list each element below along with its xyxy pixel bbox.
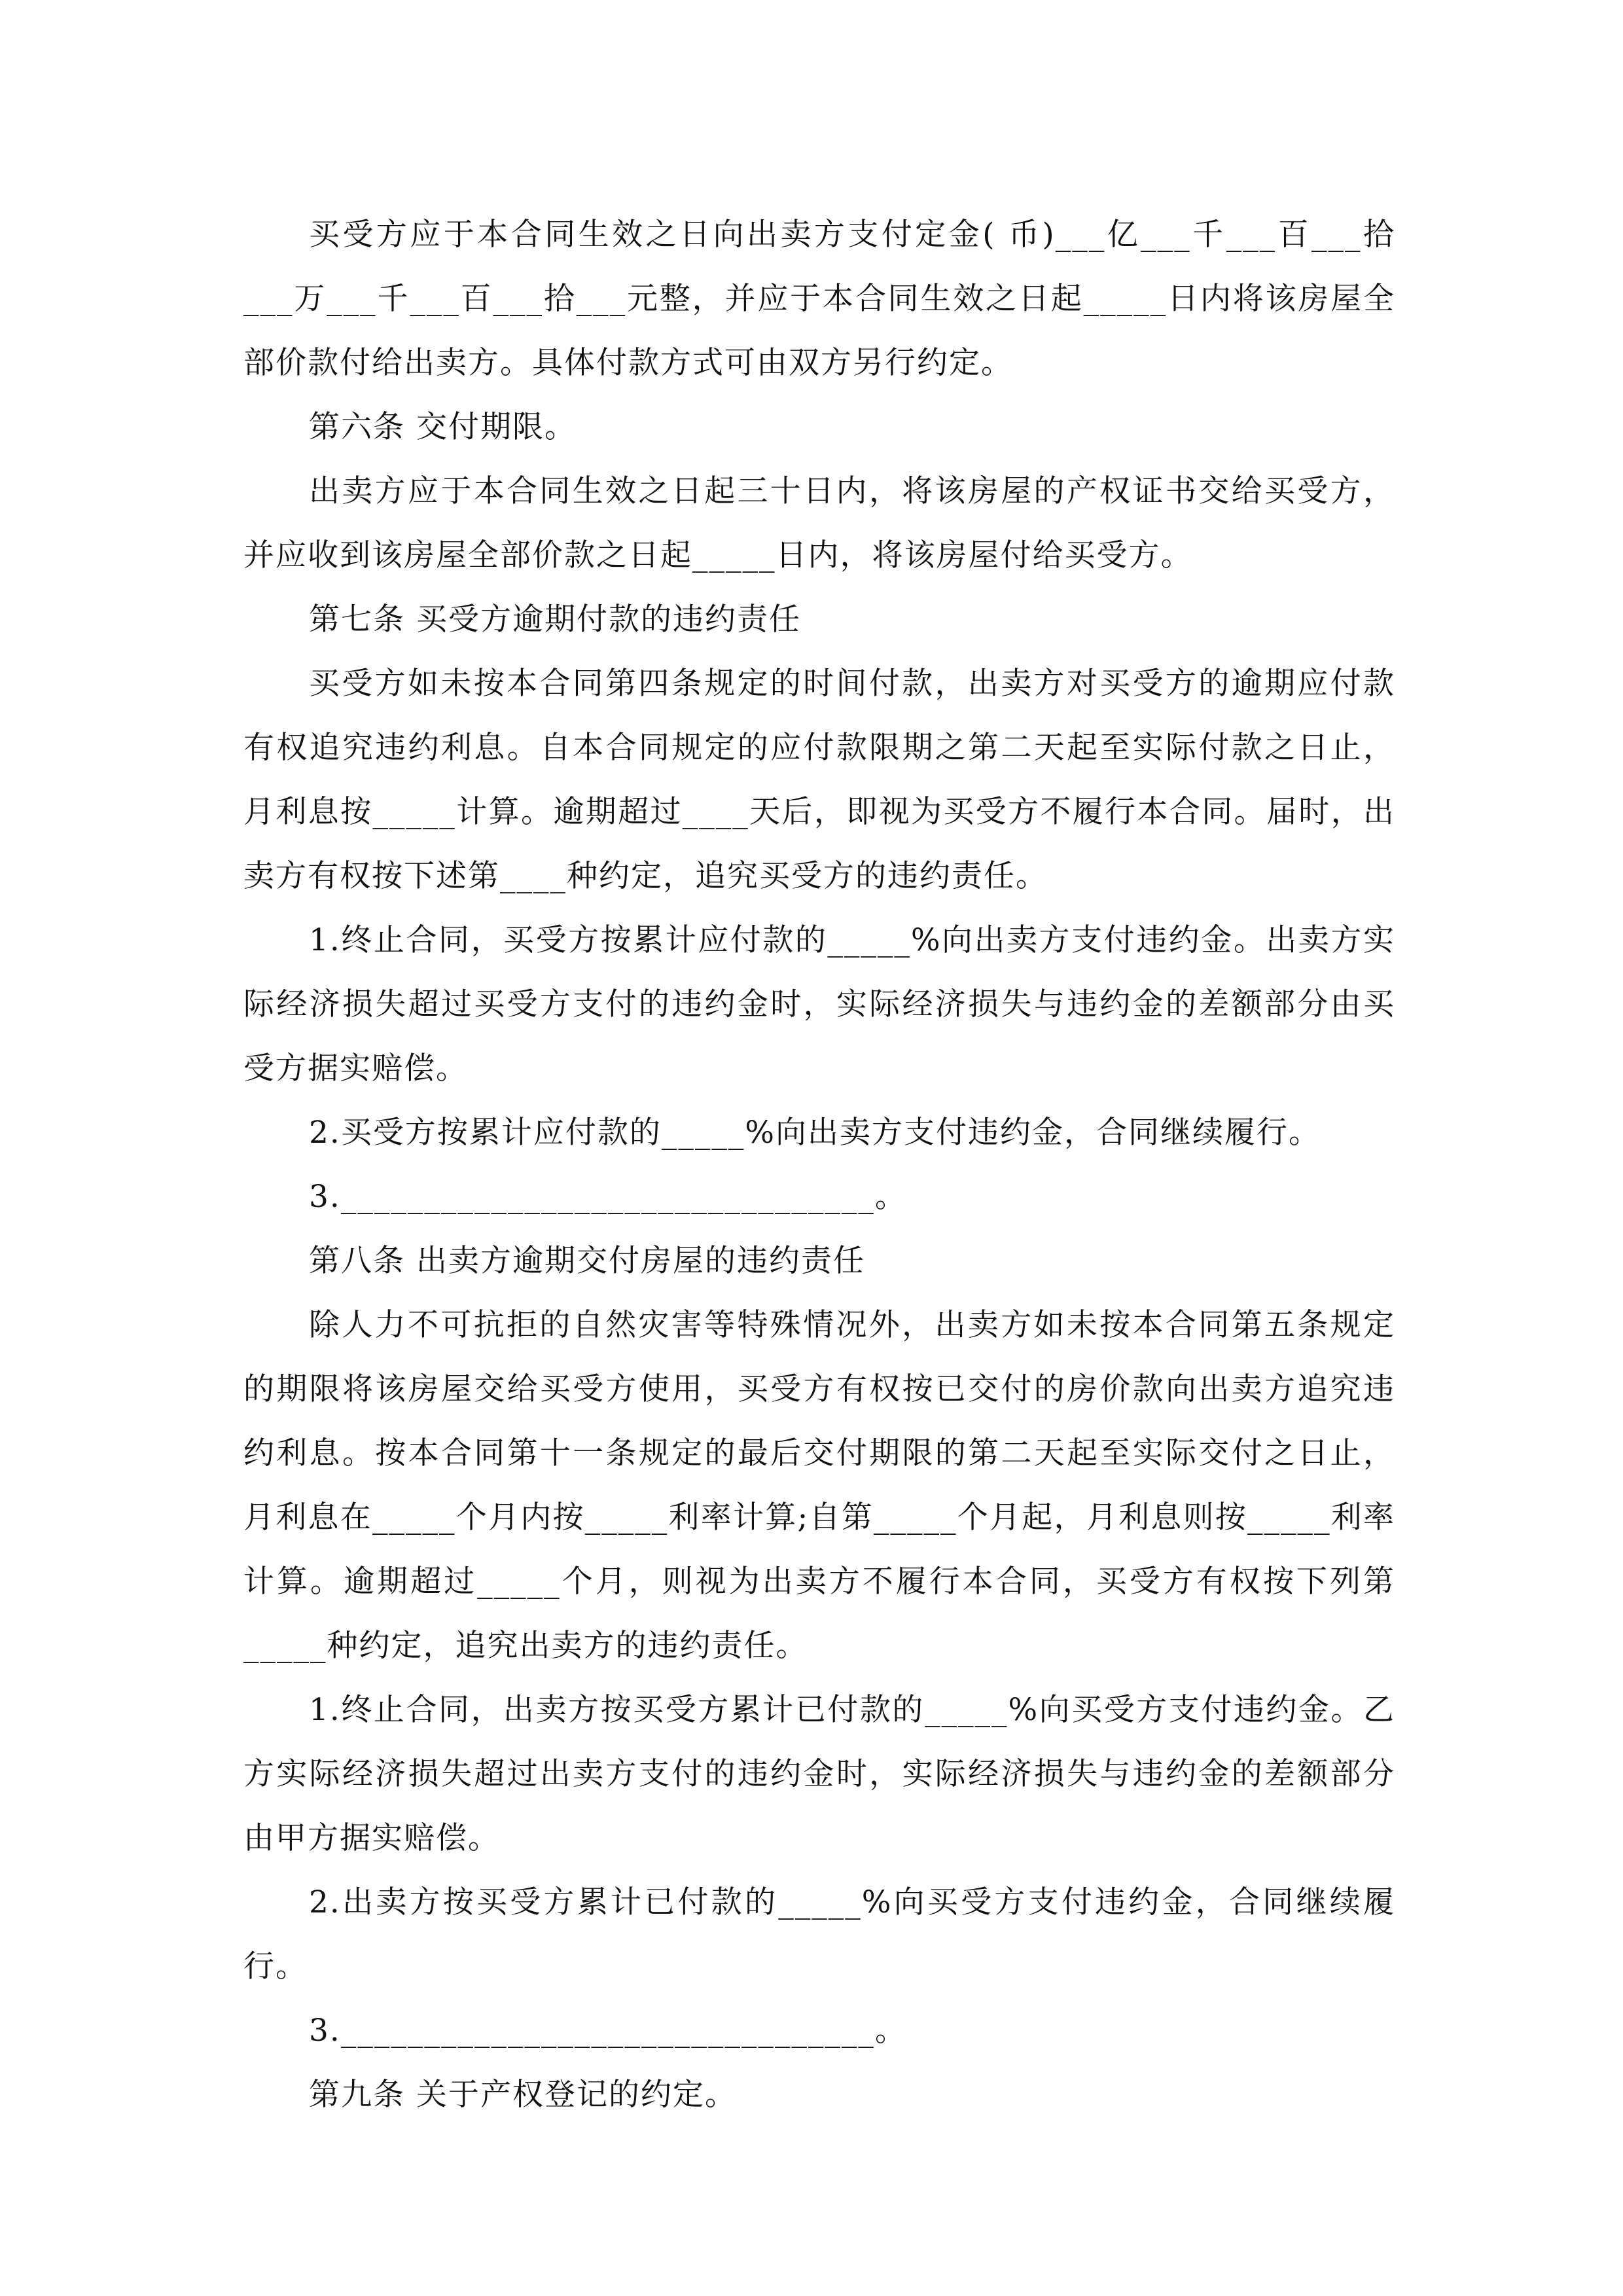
paragraph-article-7-item-3: 3.________________________________。 [309, 1179, 907, 1215]
paragraph-buyer-late-payment: 买受方如未按本合同第四条规定的时间付款，出卖方对买受方的逾期应付款有权追究违约利息。自本合同规定的应付款限期之第二天起至实际付款之日止，月利息按_____计算。逾期超过____天后，即视为买受方不履行本合同。届时，出卖方有权按下述第____种约定，追究买受方的违约责任。 [243, 666, 1395, 894]
heading-article-7: 第七条 买受方逾期付款的违约责任 [309, 601, 801, 637]
paragraph-article-8-item-2: 2.出卖方按买受方累计已付款的_____%向买受方支付违约金，合同继续履行。 [243, 1884, 1395, 1984]
paragraph-delivery-term: 出卖方应于本合同生效之日起三十日内，将该房屋的产权证书交给买受方，并应收到该房屋全部价款之日起_____日内，将该房屋付给买受方。 [243, 473, 1395, 573]
paragraph-seller-late-delivery: 除人力不可抗拒的自然灾害等特殊情况外，出卖方如未按本合同第五条规定的期限将该房屋交给买受方使用，买受方有权按已交付的房价款向出卖方追究违约利息。按本合同第十一条规定的最后交付期限的第二天起至实际交付之日止，月利息在_____个月内按_____利率计算;自第_____个月起，月利息则按_____利率计算。逾期超过_____个月，则视为出卖方不履行本合同，买受方有权按下列第_____种约定，追究出卖方的违约责任。 [243, 1307, 1395, 1664]
paragraph-article-8-item-1: 1.终止合同，出卖方按买受方累计已付款的_____%向买受方支付违约金。乙方实际经济损失超过出卖方支付的违约金时，实际经济损失与违约金的差额部分由甲方据实赔偿。 [243, 1692, 1395, 1856]
paragraph-deposit-payment: 买受方应于本合同生效之日向出卖方支付定金( 币)___亿___千___百___拾___万___千___百___拾___元整，并应于本合同生效之日起_____日内将该房屋全部价款付给出卖方。具体付款方式可由双方另行约定。 [243, 217, 1395, 381]
paragraph-article-7-item-2: 2.买受方按累计应付款的_____%向出卖方支付违约金，合同继续履行。 [309, 1115, 1321, 1151]
document-body [243, 203, 1395, 2127]
paragraph-article-7-item-1: 1.终止合同，买受方按累计应付款的_____%向出卖方支付违约金。出卖方实际经济损失超过买受方支付的违约金时，实际经济损失与违约金的差额部分由买受方据实赔偿。 [243, 922, 1395, 1086]
heading-article-9: 第九条 关于产权登记的约定。 [309, 2077, 737, 2113]
heading-article-8: 第八条 出卖方逾期交付房屋的违约责任 [309, 1243, 865, 1279]
paragraph-article-8-item-3: 3.________________________________。 [309, 2013, 907, 2049]
heading-article-6: 第六条 交付期限。 [309, 409, 577, 445]
